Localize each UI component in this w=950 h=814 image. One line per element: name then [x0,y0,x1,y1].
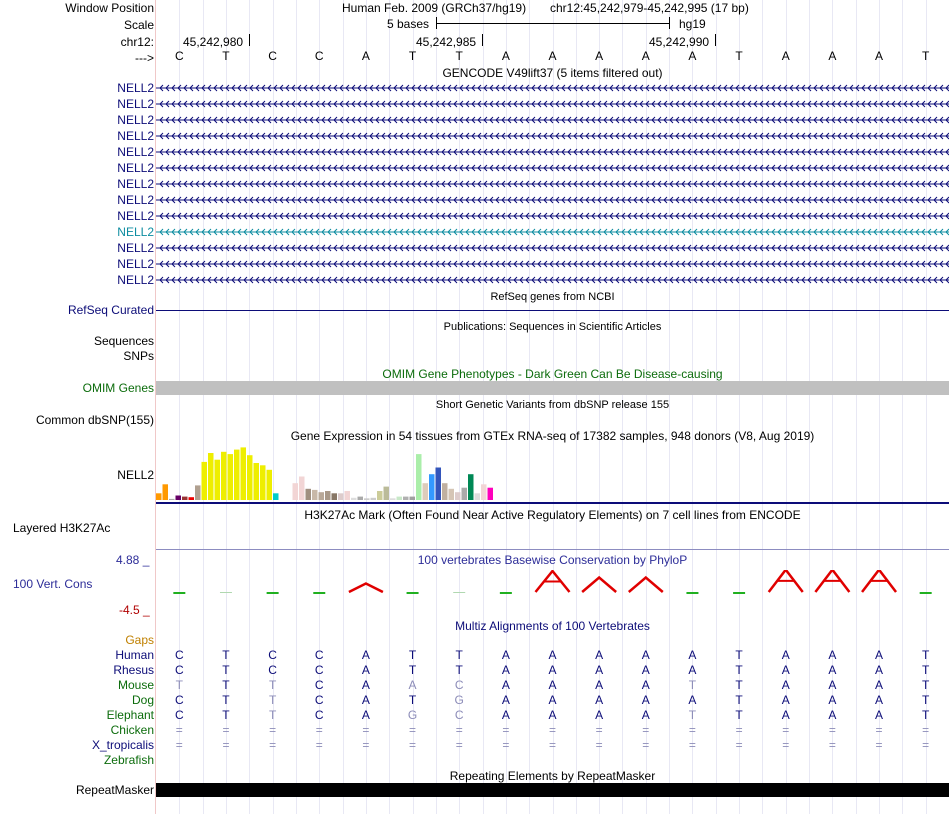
gencode-transcript[interactable] [156,114,949,126]
alignment-base: A [501,693,510,707]
h3k27ac-title[interactable]: H3K27Ac Mark (Often Found Near Active Regulatory Elements) on 7 cell lines from ENCODE [304,508,801,522]
multiz-species-label[interactable]: Human [115,648,154,662]
gencode-gene-label[interactable]: NELL2 [117,273,154,287]
refseq-feature-line[interactable] [156,310,949,311]
h3k27ac-label[interactable]: Layered H3K27Ac [13,521,111,535]
sequence-base: A [361,49,370,63]
alignment-base: C [314,708,324,722]
alignment-base: C [174,663,184,677]
alignment-base: T [408,663,417,677]
alignment-base: A [828,663,837,677]
sequence-base: A [781,49,790,63]
gtex-tissue-bar[interactable] [156,493,162,500]
alignment-base: C [174,648,184,662]
alignment-base: G [407,708,418,722]
gtex-tissue-bar[interactable] [215,460,221,500]
gencode-gene-label[interactable]: NELL2 [117,225,154,239]
publications-title[interactable]: Publications: Sequences in Scientific Articles [443,321,662,333]
alignment-base: T [408,693,417,707]
phylop-low-bar [267,592,279,594]
sequence-base: A [688,49,697,63]
omim-feature-bar[interactable] [156,381,949,395]
alignment-base: A [781,663,790,677]
refseq-title[interactable]: RefSeq genes from NCBI [490,291,615,303]
alignment-base: = [175,738,183,752]
gtex-tissue-bar[interactable] [384,487,390,500]
alignment-base: A [781,648,790,662]
gtex-tissue-bar[interactable] [423,483,429,500]
alignment-base: T [735,663,743,677]
multiz-species-label[interactable]: Mouse [117,678,154,692]
multiz-species-label[interactable]: X_tropicalis [91,738,154,752]
phylop-graph[interactable] [156,570,949,596]
gtex-tissue-bar[interactable] [182,497,188,500]
gencode-transcript[interactable] [156,146,949,158]
gencode-gene-label[interactable]: NELL2 [117,161,154,175]
alignment-base: A [548,648,557,662]
alignment-base: A [828,693,837,707]
gtex-tissue-bar[interactable] [332,493,338,500]
sequence-base: C [314,49,324,63]
gtex-tissue-bar[interactable] [371,498,377,500]
alignment-base: C [454,678,464,692]
alignment-base: = [502,738,510,752]
alignment-base: A [641,663,650,677]
gtex-tissue-bar[interactable] [195,485,201,500]
alignment-base: = [455,738,463,752]
scale-bar [436,17,670,29]
gencode-gene-label[interactable]: NELL2 [117,177,154,191]
alignment-base: T [455,663,463,677]
h3k27ac-baseline [156,549,949,550]
alignment-base: T [268,693,277,707]
omim-label[interactable]: OMIM Genes [82,381,154,395]
gencode-gene-label[interactable]: NELL2 [117,257,154,271]
gtex-tissue-bar[interactable] [442,483,448,500]
alignment-base: = [922,723,930,737]
alignment-base: A [641,708,650,722]
sequence-base: A [875,49,884,63]
alignment-base: T [922,648,930,662]
coord-tick-mark-1 [249,34,250,46]
gencode-gene-label[interactable]: NELL2 [117,193,154,207]
gtex-tissue-bar[interactable] [468,474,474,500]
alignment-base: A [781,678,790,692]
sequence-base: A [641,49,650,63]
position-text: chr12:45,242,979-45,242,995 (17 bp) [550,1,749,15]
phylop-max-label: 4.88 _ [116,553,150,567]
alignment-base: A [548,678,557,692]
gtex-tissue-bar[interactable] [228,454,234,500]
alignment-base: = [222,723,230,737]
alignment-base: A [828,708,837,722]
alignment-base: A [501,678,510,692]
alignment-base: = [269,738,277,752]
strand-label: ---> [135,51,154,65]
alignment-base: = [875,723,883,737]
alignment-base: = [922,738,930,752]
gtex-tissue-bar[interactable] [189,497,195,500]
alignment-base: T [222,678,230,692]
gencode-transcript[interactable] [156,98,949,110]
alignment-base: A [781,708,790,722]
alignment-base: A [361,708,370,722]
alignment-base: C [314,693,324,707]
gtex-tissue-bar[interactable] [202,462,208,500]
alignment-base: = [409,738,417,752]
alignment-base: = [828,738,836,752]
alignment-base: = [222,738,230,752]
alignment-base: C [268,663,277,677]
gencode-transcript[interactable] [156,130,949,142]
alignment-base: A [595,663,604,677]
multiz-species-label[interactable]: Dog [131,693,154,707]
multiz-species-sequence [0,648,950,662]
alignment-base: A [688,648,697,662]
alignment-base: A [501,708,510,722]
gencode-gene-label[interactable]: NELL2 [117,209,154,223]
alignment-base: A [641,693,650,707]
alignment-base: T [268,678,277,692]
multiz-species-label[interactable]: Zebrafish [103,753,154,767]
sequence-base: A [595,49,604,63]
gtex-bar-chart[interactable] [156,444,949,502]
gtex-tissue-bar[interactable] [163,484,169,500]
gtex-tissue-bar[interactable] [176,496,182,501]
alignment-base: A [501,648,510,662]
coord-tick-mark-3 [715,34,716,46]
gtex-tissue-bar[interactable] [312,490,318,500]
alignment-base: T [688,678,697,692]
phylop-low-bar [733,592,745,594]
alignment-base: T [455,648,463,662]
alignment-base: T [735,648,743,662]
alignment-base: = [595,723,603,737]
gencode-gene-label[interactable]: NELL2 [117,145,154,159]
alignment-base: = [315,738,323,752]
gtex-tissue-bar[interactable] [306,489,312,500]
gtex-tissue-bar[interactable] [429,474,435,500]
gencode-transcript[interactable] [156,242,949,254]
gtex-tissue-bar[interactable] [254,463,260,500]
alignment-base: = [175,723,183,737]
phylop-label[interactable]: 100 Vert. Cons [13,577,93,591]
alignment-base: A [688,693,697,707]
alignment-base: A [361,648,370,662]
alignment-base: A [595,693,604,707]
alignment-base: = [735,738,743,752]
alignment-base: = [362,723,370,737]
coord-tick-mark-2 [482,34,483,46]
alignment-base: T [688,708,697,722]
alignment-base: C [314,678,324,692]
sequence-base: T [408,49,417,63]
coord-tick-2: 45,242,985 [416,35,477,49]
alignment-base: A [875,708,884,722]
alignment-base: A [875,648,884,662]
multiz-species-sequence [0,663,950,677]
alignment-base: G [454,693,464,707]
alignment-base: A [595,648,604,662]
gtex-tissue-bar[interactable] [247,455,253,500]
gencode-transcript[interactable] [156,178,949,190]
phylop-peak [582,578,616,592]
gtex-tissue-bar[interactable] [358,497,364,500]
phylop-peak [629,578,663,592]
alignment-base: C [314,663,324,677]
alignment-base: = [875,738,883,752]
gencode-gene-label[interactable]: NELL2 [117,129,154,143]
alignment-base: T [922,663,930,677]
gencode-transcript[interactable] [156,162,949,174]
gtex-tissue-bar[interactable] [410,497,416,500]
phylop-low-bar [920,592,932,594]
gtex-title[interactable]: Gene Expression in 54 tissues from GTEx RNA-seq of 17382 samples, 948 donors (V8, Aug 2019) [290,429,815,443]
alignment-base: T [922,678,930,692]
alignment-base: T [922,708,930,722]
phylop-low-bar [313,592,325,594]
gencode-transcript[interactable] [156,258,949,270]
chrom-label: chr12: [120,35,154,49]
gtex-tissue-bar[interactable] [234,450,240,500]
alignment-base: = [315,723,323,737]
alignment-base: T [735,708,743,722]
dbsnp-title[interactable]: Short Genetic Variants from dbSNP release 155 [435,399,670,411]
repeatmasker-feature[interactable] [156,783,949,797]
gtex-tissue-bar[interactable] [286,499,292,500]
gtex-tissue-bar[interactable] [475,493,481,500]
coord-tick-3: 45,242,990 [649,35,710,49]
gencode-gene-label[interactable]: NELL2 [117,81,154,95]
gtex-tissue-bar[interactable] [455,492,461,500]
multiz-species-sequence [0,708,950,722]
alignment-base: A [875,663,884,677]
alignment-base: C [174,693,184,707]
multiz-species-sequence [0,693,950,707]
alignment-base: = [362,738,370,752]
phylop-low-bar [500,592,512,594]
alignment-base: T [268,708,277,722]
multiz-species-sequence [0,678,950,692]
gtex-tissue-bar[interactable] [221,452,227,500]
gtex-tissue-bar[interactable] [390,498,396,500]
gtex-tissue-bar[interactable] [488,488,494,500]
coord-tick-1: 45,242,980 [183,35,244,49]
sequence-base: A [501,49,510,63]
alignment-base: A [781,693,790,707]
multiz-species-sequence [0,738,950,752]
alignment-base: T [735,678,743,692]
phylop-low-bar [220,592,232,593]
alignment-base: C [454,708,464,722]
multiz-species-label[interactable]: Elephant [106,708,154,722]
gencode-transcript[interactable] [156,194,949,206]
sequence-base: T [222,49,230,63]
assembly-name: Human Feb. 2009 (GRCh37/hg19) [342,1,527,15]
alignment-base: = [828,723,836,737]
alignment-base: = [502,723,510,737]
scale-db: hg19 [679,17,706,31]
sequence-base: T [455,49,463,63]
alignment-base: C [268,648,277,662]
alignment-base: T [222,693,230,707]
sequences-label[interactable]: Sequences [93,334,154,348]
repeatmasker-title[interactable]: Repeating Elements by RepeatMasker [449,769,656,783]
alignment-base: A [501,663,510,677]
alignment-base: A [548,693,557,707]
gtex-tissue-bar[interactable] [241,447,247,500]
omim-title[interactable]: OMIM Gene Phenotypes - Dark Green Can Be Disease-causing [382,367,723,381]
alignment-base: A [548,663,557,677]
alignment-base: A [641,678,650,692]
phylop-low-bar [173,592,185,594]
alignment-base: C [174,708,184,722]
alignment-base: = [455,723,463,737]
alignment-base: A [641,648,650,662]
multiz-species-sequence [0,723,950,737]
gtex-tissue-bar[interactable] [416,454,422,500]
gtex-tissue-bar[interactable] [449,489,455,500]
alignment-base: A [361,678,370,692]
sequence-base: T [735,49,743,63]
gtex-label[interactable]: NELL2 [117,468,154,482]
sequence-base: C [268,49,277,63]
alignment-base: A [361,663,370,677]
gtex-tissue-bar[interactable] [299,477,305,501]
gtex-tissue-bar[interactable] [436,468,442,501]
gtex-tissue-bar[interactable] [280,499,286,500]
refseq-label[interactable]: RefSeq Curated [67,303,154,317]
gtex-tissue-bar[interactable] [462,488,468,500]
alignment-base: = [735,723,743,737]
alignment-base: T [222,663,230,677]
alignment-base: = [782,738,790,752]
gtex-tissue-bar[interactable] [169,499,175,500]
alignment-base: A [595,678,604,692]
alignment-base: T [222,708,230,722]
gencode-transcript[interactable] [156,226,949,238]
gencode-transcript[interactable] [156,82,949,94]
alignment-base: T [175,678,183,692]
alignment-base: A [688,663,697,677]
multiz-species-label[interactable]: Rhesus [113,663,154,677]
alignment-base: A [875,678,884,692]
multiz-title[interactable]: Multiz Alignments of 100 Vertebrates [455,619,650,633]
gencode-gene-label[interactable]: NELL2 [117,241,154,255]
gtex-tissue-bar[interactable] [403,497,409,500]
gtex-tissue-bar[interactable] [377,491,383,500]
alignment-base: = [409,723,417,737]
gtex-tissue-bar[interactable] [273,493,279,500]
alignment-base: A [828,678,837,692]
gtex-gene-line [156,502,949,504]
gtex-tissue-bar[interactable] [208,453,214,500]
gtex-tissue-bar[interactable] [293,483,299,500]
alignment-base: = [548,738,556,752]
gtex-tissue-bar[interactable] [351,498,357,500]
window-position-label: Window Position [65,1,154,15]
multiz-species-label[interactable]: Chicken [110,723,154,737]
gtex-tissue-bar[interactable] [481,484,487,500]
alignment-base: T [922,693,930,707]
multiz-species-sequence [0,753,950,767]
alignment-base: T [222,648,230,662]
repeatmasker-label[interactable]: RepeatMasker [75,783,154,797]
scale-label: Scale [123,18,154,32]
gtex-tissue-bar[interactable] [260,465,266,500]
alignment-base: = [269,723,277,737]
gaps-label[interactable]: Gaps [125,633,154,647]
gtex-tissue-bar[interactable] [319,492,325,500]
sequence-base: C [174,49,184,63]
alignment-base: = [642,723,650,737]
alignment-base: A [548,708,557,722]
phylop-min-label: -4.5 _ [119,603,150,617]
phylop-low-bar [453,592,465,593]
alignment-base: A [361,693,370,707]
alignment-base: = [642,738,650,752]
phylop-low-bar [407,592,419,594]
phylop-low-bar [686,592,698,594]
gencode-transcript[interactable] [156,274,949,286]
phylop-title[interactable]: 100 vertebrates Basewise Conservation by PhyloP [417,553,688,567]
sequence-base: A [548,49,557,63]
gtex-tissue-bar[interactable] [338,493,344,500]
sequence-base: A [828,49,837,63]
scale-text: 5 bases [387,17,430,31]
sequence-base: T [922,49,930,63]
alignment-base: A [875,693,884,707]
alignment-base: = [595,738,603,752]
gtex-tissue-bar[interactable] [397,497,403,500]
gencode-title[interactable]: GENCODE V49lift37 (5 items filtered out) [442,66,663,80]
alignment-base: C [314,648,324,662]
gencode-gene-label[interactable]: NELL2 [117,113,154,127]
alignment-base: A [828,648,837,662]
alignment-base: = [782,723,790,737]
gtex-tissue-bar[interactable] [345,491,351,500]
gtex-tissue-bar[interactable] [267,470,273,500]
alignment-base: = [688,738,696,752]
alignment-base: A [408,678,417,692]
alignment-base: T [408,648,417,662]
alignment-base: = [688,723,696,737]
gtex-tissue-bar[interactable] [364,498,370,500]
snps-label[interactable]: SNPs [123,349,154,363]
phylop-peak [349,583,383,592]
alignment-base: = [548,723,556,737]
dbsnp-label[interactable]: Common dbSNP(155) [35,413,154,427]
alignment-base: A [595,708,604,722]
alignment-base: T [735,693,743,707]
gencode-transcript[interactable] [156,210,949,222]
gtex-tissue-bar[interactable] [325,491,331,500]
gencode-gene-label[interactable]: NELL2 [117,97,154,111]
